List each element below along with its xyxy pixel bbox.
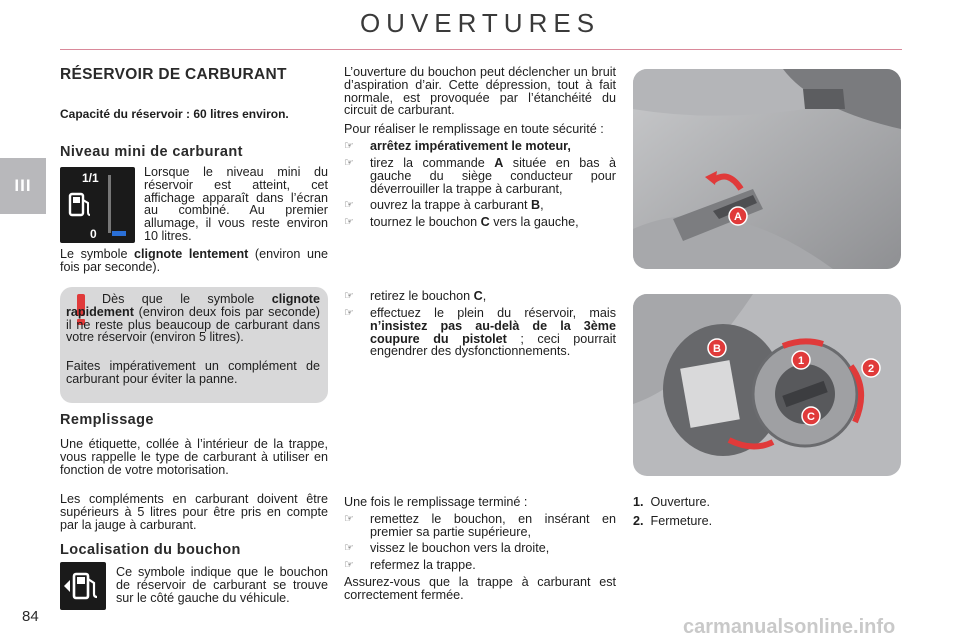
label-c: C	[807, 411, 815, 423]
label-2: 2	[867, 363, 875, 375]
step-text-bold: n’insistez pas au-delà de la 3ème coupure du pistolet	[370, 318, 616, 346]
pointer-icon: ☞	[344, 307, 354, 319]
warning-text-2: Faites impérativement un complément de carburant pour éviter la panne.	[66, 359, 320, 386]
lever-illustration	[633, 69, 901, 269]
remplissage-title: Remplissage	[60, 412, 154, 428]
localisation-text: Ce symbole indique que le bouchon de réservoir de carburant se trouve sur le côté gauche du véhicule.	[116, 565, 328, 605]
fuel-cap-photo	[633, 294, 901, 476]
step-turn-cap	[344, 216, 616, 229]
legend-item	[633, 515, 903, 528]
label-b: B	[713, 343, 721, 355]
page-title: OUVERTURES	[359, 8, 601, 38]
warning-text-post: (environ deux fois par seconde) il ne reste plus beaucoup de carburant dans votre réservoir (environ 5 litres).	[66, 304, 320, 345]
pointer-icon: ☞	[344, 512, 354, 525]
middle-column	[344, 66, 616, 229]
step-text-pre: effectuez le plein du réservoir, mais	[370, 306, 616, 320]
after-step-text: remettez le bouchon, en insérant en premier sa partie supérieure,	[370, 511, 616, 539]
step-text-post: ; ceci pourrait engendrer des dysfonctionnements.	[370, 331, 617, 359]
pointer-icon: ☞	[344, 216, 354, 229]
step-open-flap	[344, 199, 616, 212]
capacity-text: Capacité du réservoir : 60 litres environ.	[60, 107, 289, 121]
remplissage-text-1: Une étiquette, collée à l’intérieur de la trappe, vous rappelle le type de carburant à utiliser en fonction de votre motorisation.	[60, 437, 328, 477]
after-title: Une fois le remplissage terminé :	[344, 495, 528, 509]
niveau-title: Niveau mini de carburant	[60, 144, 243, 160]
step-text-pre: tirez la commande	[370, 155, 495, 170]
localisation-title: Localisation du bouchon	[60, 542, 241, 558]
after-step-text: vissez le bouchon vers la droite,	[370, 541, 550, 556]
pointer-icon: ☞	[344, 139, 354, 152]
gauge-top-label: 1/1	[82, 171, 99, 185]
warning-box	[60, 287, 328, 403]
step-remove-cap	[344, 290, 616, 303]
fuel-pump-left-icon	[60, 562, 106, 610]
warning-text-1	[66, 293, 320, 344]
watermark: carmanualsonline.info	[683, 616, 896, 638]
step-text-post: ,	[482, 289, 487, 303]
legend-item	[633, 496, 903, 509]
pointer-icon: ☞	[344, 542, 354, 555]
step-text-post: située en bas à gauche du siège conducteur pour déverrouiller la trappe à carburant,	[370, 155, 617, 196]
middle-column-2	[344, 290, 616, 358]
step-text-post: ,	[540, 198, 544, 213]
after-step	[344, 513, 616, 539]
step-text-bold: B	[531, 198, 541, 213]
fuel-pump-icon	[68, 191, 94, 219]
step-stop-engine	[344, 140, 616, 153]
safety-text: Pour réaliser le remplissage en toute sécurité :	[344, 122, 604, 137]
step-pull-lever	[344, 157, 616, 195]
chapter-label: III	[14, 176, 32, 195]
after-step	[344, 542, 616, 555]
step-text-bold: arrêtez impérativement le moteur,	[370, 138, 571, 153]
section-title: RÉSERVOIR DE CARBURANT	[60, 66, 287, 83]
gauge-zero-label: 0	[90, 227, 97, 241]
pointer-icon: ☞	[344, 199, 354, 212]
legend	[633, 496, 903, 528]
step-text-bold: C	[480, 215, 490, 230]
after-step	[344, 559, 616, 572]
symbol-text-pre: Le symbole	[60, 247, 135, 261]
warning-text-bold: clignote rapidement	[66, 292, 320, 319]
label-a: A	[734, 211, 742, 223]
niveau-text: Lorsque le niveau mini du réservoir est atteint, cet affichage apparaît dans l’écran au combiné. Au premier allumage, il vous reste environ 10 litres.	[144, 165, 328, 243]
chapter-tab[interactable]	[0, 158, 46, 214]
symbol-text-bold: clignote lentement	[134, 247, 249, 261]
label-1: 1	[797, 355, 805, 367]
step-text-post: vers la gauche,	[489, 215, 579, 230]
title-divider	[60, 49, 902, 50]
pointer-icon: ☞	[344, 290, 354, 302]
legend-text: Fermeture.	[650, 513, 713, 528]
step-text-pre: tournez le bouchon	[370, 215, 481, 230]
remplissage-text-2: Les compléments en carburant doivent être supérieurs à 5 litres pour être pris en compte par la jauge à carburant.	[60, 492, 328, 532]
middle-column-3	[344, 496, 616, 602]
legend-num: 1.	[633, 495, 644, 509]
lever-photo	[633, 69, 901, 269]
symbol-text	[60, 248, 328, 274]
step-text-bold: C	[473, 289, 483, 303]
after-step-text: refermez la trappe.	[370, 558, 476, 573]
gauge-scale	[108, 175, 111, 233]
fuel-door-side-icon	[60, 562, 106, 610]
intro-text: L’ouverture du bouchon peut déclencher un bruit d’aspiration d’air. Cette dépression, tout à fait normale, est provoquée par l’étanchéité du circuit de carburant.	[344, 65, 616, 118]
fuel-gauge-icon	[60, 167, 135, 243]
gauge-low-indicator	[112, 231, 126, 236]
fuel-cap-illustration	[633, 294, 901, 476]
legend-num: 2.	[633, 513, 644, 528]
symbol-text-post: (environ une fois par seconde).	[60, 247, 328, 274]
pointer-icon: ☞	[344, 156, 354, 169]
pointer-icon: ☞	[344, 559, 354, 572]
step-text-pre: retirez le bouchon	[370, 289, 474, 303]
page-number: 84	[22, 608, 39, 625]
step-text-bold: A	[494, 155, 504, 170]
step-fill-tank	[344, 307, 616, 358]
step-text-pre: ouvrez la trappe à carburant	[370, 198, 532, 213]
warning-text-pre: Dès que le symbole	[102, 292, 272, 306]
legend-text: Ouverture.	[650, 495, 711, 509]
final-text: Assurez-vous que la trappe à carburant est correctement fermée.	[344, 575, 616, 603]
